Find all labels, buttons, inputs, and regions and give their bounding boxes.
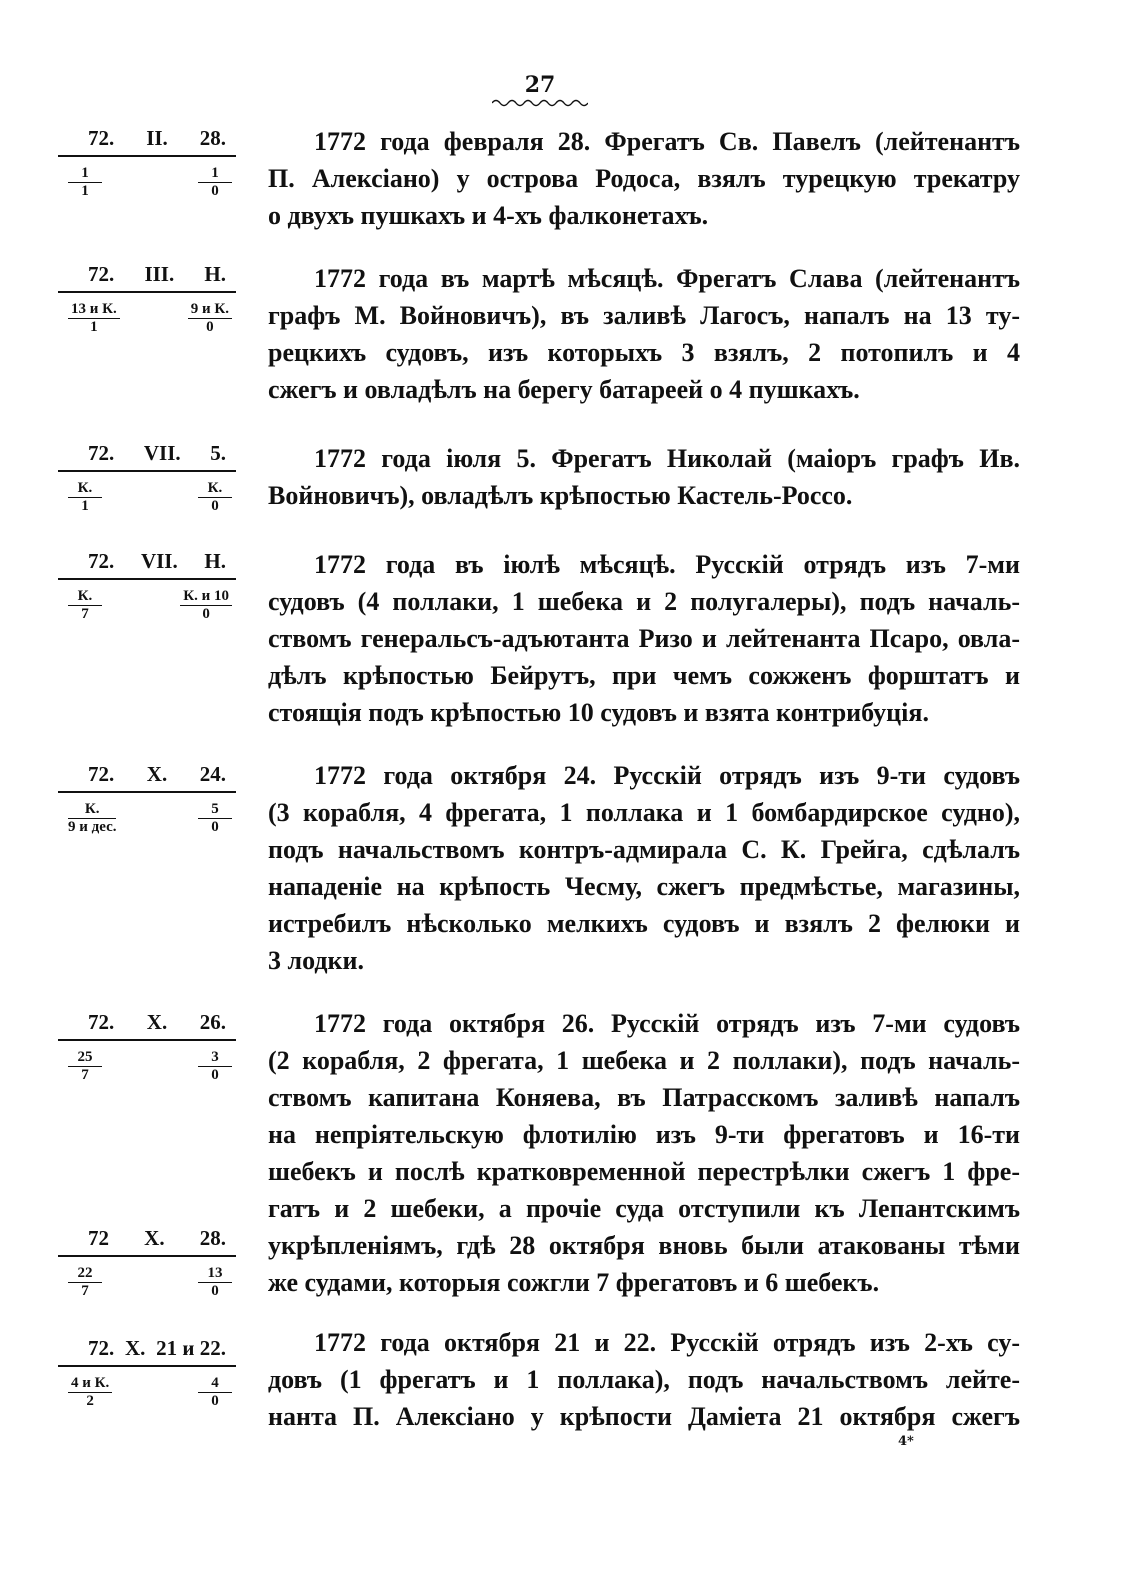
text-line: на непріятельскую флотилію изъ 9-ти фрегатовъ и 16-ти xyxy=(268,1120,1020,1149)
entry-paragraph xyxy=(268,757,1020,979)
text-line: укрѣпленіямъ, гдѣ 28 октября вновь были атакованы тѣми xyxy=(268,1231,1020,1260)
text-line: 3 лодки. xyxy=(268,946,364,975)
entry-date xyxy=(58,441,236,472)
text-line: ствомъ капитана Коняева, въ Патрасскомъ заливѣ напалъ xyxy=(268,1083,1020,1112)
entry-fractions xyxy=(58,1367,236,1411)
fraction-numerator: 1 xyxy=(68,165,102,183)
fraction-left xyxy=(68,165,102,201)
fraction-numerator: 1 xyxy=(198,165,232,183)
entry-date xyxy=(58,262,236,293)
fraction-right xyxy=(198,1265,232,1301)
date-year: 72. xyxy=(88,762,115,786)
fraction-numerator: К. xyxy=(198,480,232,498)
text-line: истребилъ нѣсколько мелкихъ судовъ и взялъ 2 фелюки и xyxy=(268,909,1020,938)
entry-date xyxy=(58,1336,236,1367)
fraction-denominator: 1 xyxy=(81,498,89,515)
date-month: X. xyxy=(144,1226,165,1250)
date-month: II. xyxy=(146,126,168,150)
date-day: Н. xyxy=(204,262,226,286)
fraction-denominator: 9 и дес. xyxy=(68,819,117,836)
text-line: 1772 года февраля 28. Фрегатъ Св. Павелъ (лейтенантъ xyxy=(314,127,1020,156)
fraction-numerator: 22 xyxy=(68,1265,102,1283)
fraction-left xyxy=(68,801,116,837)
entry-date xyxy=(58,549,236,580)
entry-fractions xyxy=(58,472,236,516)
fraction-numerator: 25 xyxy=(68,1049,102,1067)
date-year: 72 xyxy=(88,1226,109,1250)
fraction-left xyxy=(68,588,102,624)
entry-paragraph xyxy=(268,1005,1020,1301)
fraction-right xyxy=(198,1049,232,1085)
fraction-numerator: 13 и К. xyxy=(68,301,120,319)
fraction-left xyxy=(68,1265,102,1301)
entry-date xyxy=(58,126,236,157)
fraction-numerator: К. и 10 xyxy=(180,588,232,606)
text-line: сжегъ и овладѣлъ на берегу батареей о 4 пушкахъ. xyxy=(268,375,860,404)
text-line: 1772 года октября 24. Русскій отрядъ изъ 9-ти судовъ xyxy=(314,761,1020,790)
entry-paragraph xyxy=(268,260,1020,408)
entry-fractions xyxy=(58,293,236,337)
fraction-numerator: 13 xyxy=(198,1265,232,1283)
fraction-denominator: 2 xyxy=(86,1393,94,1410)
entry-fractions xyxy=(58,157,236,201)
fraction-left xyxy=(68,1049,102,1085)
entry-fractions xyxy=(58,1041,236,1085)
date-month: VII. xyxy=(140,549,178,573)
text-line: П. Алексіано) у острова Родоса, взялъ турецкую трекатру xyxy=(268,164,1020,193)
text-line: (2 корабля, 2 фрегата, 1 шебека и 2 поллаки), подъ началь- xyxy=(268,1046,1020,1075)
text-line: шебекъ и послѣ кратковременной перестрѣлки сжегъ 1 фре- xyxy=(268,1157,1020,1186)
text-line: подъ начальствомъ контръ-адмирала С. К. Грейга, сдѣлалъ xyxy=(268,835,1020,864)
date-day: 24. xyxy=(199,762,226,786)
signature-mark: 4* xyxy=(898,1434,914,1449)
text-line: Войновичъ), овладѣлъ крѣпостью Кастель-Россо. xyxy=(268,481,853,510)
text-line: (3 корабля, 4 фрегата, 1 поллака и 1 бомбардирское судно), xyxy=(268,798,1020,827)
fraction-denominator: 7 xyxy=(81,1067,89,1084)
text-line: ствомъ генеральсъ-адъютанта Ризо и лейтенанта Псаро, овла- xyxy=(268,624,1020,653)
text-line: нанта П. Алексіано у крѣпости Даміета 21 октября сжегъ xyxy=(268,1402,1020,1431)
fraction-numerator: 3 xyxy=(198,1049,232,1067)
entry-margin-note xyxy=(58,126,236,201)
date-year: 72. xyxy=(88,126,115,150)
text-line: стоящія подъ крѣпостью 10 судовъ и взята контрибуція. xyxy=(268,698,929,727)
entry-fractions xyxy=(58,580,236,624)
entry-margin-note xyxy=(58,1336,236,1411)
fraction-denominator: 0 xyxy=(211,183,219,200)
fraction-right xyxy=(198,480,232,516)
text-line: судовъ (4 поллаки, 1 шебека и 2 полугалеры), подъ началь- xyxy=(268,587,1020,616)
page-number-text: 27 xyxy=(524,72,556,98)
fraction-right xyxy=(180,588,232,624)
fraction-denominator: 7 xyxy=(81,1283,89,1300)
text-line: дѣлъ крѣпостью Бейрутъ, при чемъ сожженъ форштатъ и xyxy=(268,661,1020,690)
fraction-denominator: 0 xyxy=(211,498,219,515)
date-day: 21 и 22. xyxy=(156,1336,226,1360)
fraction-left xyxy=(68,1375,112,1411)
entry-date xyxy=(58,1010,236,1041)
fraction-denominator: 0 xyxy=(211,819,219,836)
fraction-numerator: К. xyxy=(68,588,102,606)
date-month: III. xyxy=(144,262,175,286)
entry-fractions xyxy=(58,1257,236,1301)
text-line: довъ (1 фрегатъ и 1 поллака), подъ начальствомъ лейте- xyxy=(268,1365,1020,1394)
fraction-numerator: 4 и К. xyxy=(68,1375,112,1393)
entry-paragraph xyxy=(268,123,1020,234)
fraction-denominator: 0 xyxy=(211,1067,219,1084)
date-day: 28. xyxy=(199,1226,226,1250)
fraction-left xyxy=(68,480,102,516)
date-day: 28. xyxy=(199,126,226,150)
text-line: 1772 года октября 26. Русскій отрядъ изъ 7-ми судовъ xyxy=(314,1009,1020,1038)
fraction-right xyxy=(188,301,232,337)
date-year: 72. xyxy=(88,441,115,465)
fraction-denominator: 7 xyxy=(81,606,89,623)
text-line: 1772 года іюля 5. Фрегатъ Николай (маіоръ графъ Ив. xyxy=(314,444,1020,473)
fraction-numerator: 9 и К. xyxy=(188,301,232,319)
entry-margin-note xyxy=(58,549,236,624)
text-line: 1772 года въ іюлѣ мѣсяцѣ. Русскій отрядъ изъ 7-ми xyxy=(314,550,1020,579)
date-month: X. xyxy=(124,1336,146,1360)
date-year: 72. xyxy=(88,1010,115,1034)
fraction-denominator: 1 xyxy=(90,319,98,336)
entry-date xyxy=(58,762,236,793)
fraction-denominator: 0 xyxy=(211,1283,219,1300)
fraction-denominator: 1 xyxy=(81,183,89,200)
date-month: VII. xyxy=(143,441,181,465)
entry-date xyxy=(58,1226,236,1257)
entry-margin-note xyxy=(58,762,236,837)
text-line: же судами, которыя сожгли 7 фрегатовъ и 6 шебекъ. xyxy=(268,1268,880,1297)
entry-fractions xyxy=(58,793,236,837)
text-line: 1772 года октября 21 и 22. Русскій отрядъ изъ 2-хъ су- xyxy=(314,1328,1020,1357)
entry-margin-note xyxy=(58,441,236,516)
date-year: 72. xyxy=(88,549,115,573)
entry-margin-note xyxy=(58,1010,236,1085)
text-line: гатъ и 2 шебеки, а прочіе суда отступили къ Лепантскимъ xyxy=(268,1194,1020,1223)
entry-margin-note xyxy=(58,1226,236,1301)
text-line: нападеніе на крѣпость Чесму, сжегъ предмѣстье, магазины, xyxy=(268,872,1020,901)
fraction-denominator: 0 xyxy=(206,319,214,336)
fraction-numerator: К. xyxy=(68,480,102,498)
entry-paragraph xyxy=(268,1324,1020,1435)
text-line: графъ М. Войновичъ), въ заливѣ Лагосъ, напалъ на 13 ту- xyxy=(268,301,1020,330)
page-number xyxy=(490,72,590,108)
fraction-numerator: 4 xyxy=(198,1375,232,1393)
date-month: X. xyxy=(146,1010,168,1034)
fraction-right xyxy=(198,801,232,837)
text-line: рецкихъ судовъ, изъ которыхъ 3 взялъ, 2 потопилъ и 4 xyxy=(268,338,1020,367)
date-day: 5. xyxy=(210,441,226,465)
date-year: 72. xyxy=(88,1336,115,1360)
fraction-left xyxy=(68,301,120,337)
entry-paragraph xyxy=(268,440,1020,514)
fraction-right xyxy=(198,1375,232,1411)
fraction-right xyxy=(198,165,232,201)
fraction-numerator: 5 xyxy=(198,801,232,819)
text-line: 1772 года въ мартѣ мѣсяцѣ. Фрегатъ Слава (лейтенантъ xyxy=(314,264,1020,293)
fraction-denominator: 0 xyxy=(202,606,210,623)
date-month: X. xyxy=(146,762,168,786)
text-line: о двухъ пушкахъ и 4-хъ фалконетахъ. xyxy=(268,201,709,230)
fraction-numerator: К. xyxy=(68,801,116,819)
fraction-denominator: 0 xyxy=(211,1393,219,1410)
date-year: 72. xyxy=(88,262,115,286)
wave-ornament-icon xyxy=(492,98,588,108)
date-day: Н. xyxy=(204,549,226,573)
entry-paragraph xyxy=(268,546,1020,731)
date-day: 26. xyxy=(199,1010,226,1034)
entry-margin-note xyxy=(58,262,236,337)
